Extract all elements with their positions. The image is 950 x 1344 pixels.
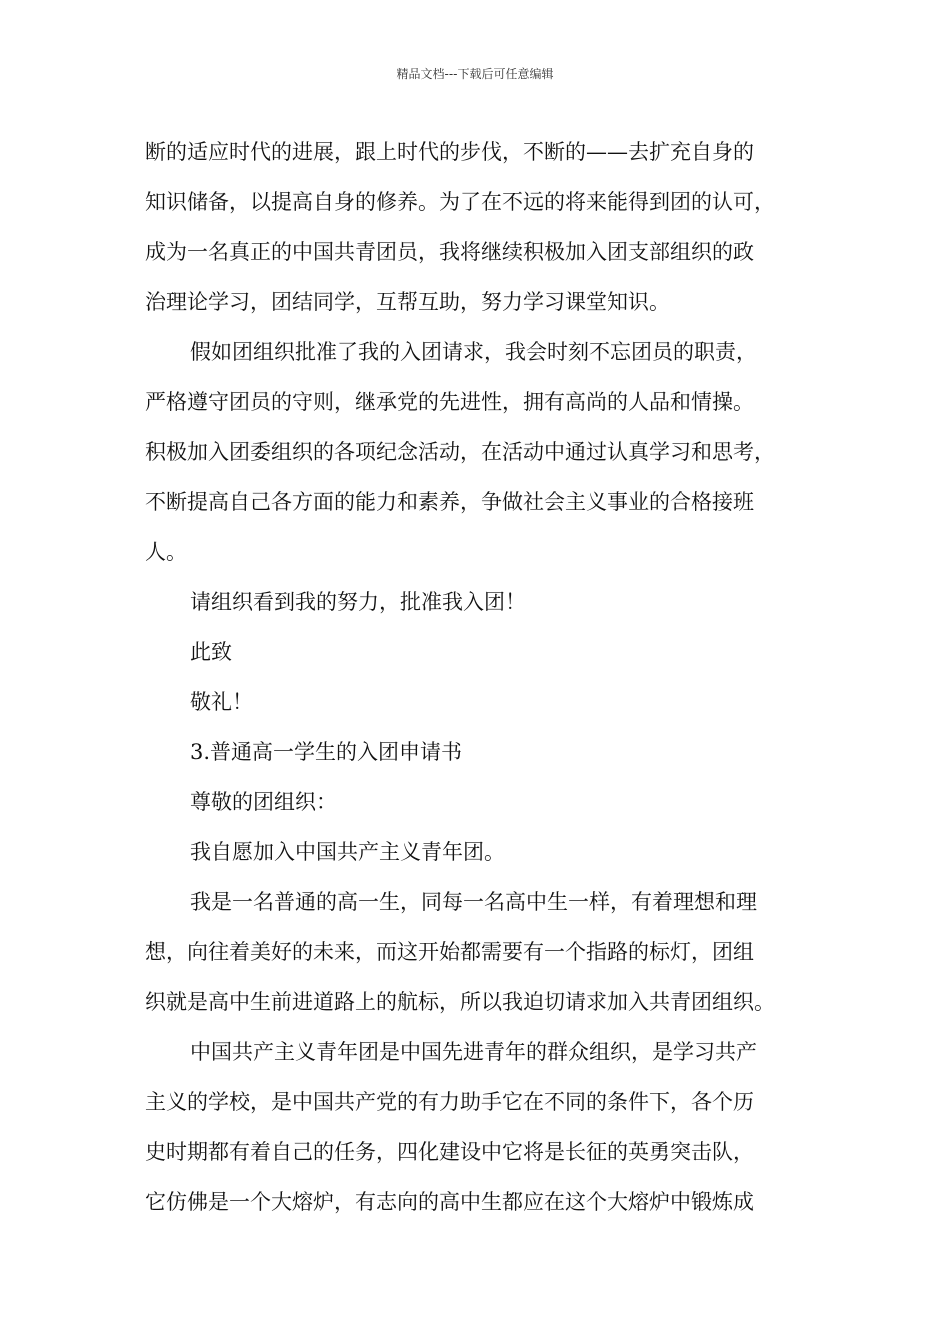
salutation: 尊敬的团组织： (190, 790, 337, 814)
text-line: 史时期都有着自己的任务，四化建设中它将是长征的英勇突击队， (145, 1140, 754, 1164)
text-line: 敬礼！ (190, 690, 253, 714)
text-line: 主义的学校，是中国共产党的有力助手它在不同的条件下，各个历 (145, 1090, 754, 1114)
text-line: 此致 (190, 640, 232, 664)
text-line: 中国共产主义青年团是中国先进青年的群众组织，是学习共产 (190, 1040, 757, 1064)
document-body (145, 127, 825, 1227)
text-line: 成为一名真正的中国共青团员，我将继续积极加入团支部组织的政 (145, 240, 754, 264)
text-line: 知识储备，以提高自身的修养。为了在不远的将来能得到团的认可， (145, 190, 775, 214)
text-line: 治理论学习，团结同学，互帮互助，努力学习课堂知识。 (145, 290, 670, 314)
text-line: 想，向往着美好的未来，而这开始都需要有一个指路的标灯，团组 (145, 940, 754, 964)
text-line: 不断提高自己各方面的能力和素养，争做社会主义事业的合格接班 (145, 490, 754, 514)
text-line: 我自愿加入中国共产主义青年团。 (190, 840, 505, 864)
text-line: 请组织看到我的努力，批准我入团！ (190, 590, 526, 614)
text-line: 断的适应时代的进展，跟上时代的步伐，不断的——去扩充自身的 (145, 140, 754, 164)
text-line: 织就是高中生前进道路上的航标，所以我迫切请求加入共青团组织。 (145, 990, 775, 1014)
section-heading: 3.普通高一学生的入团申请书 (190, 740, 463, 764)
text-line: 假如团组织批准了我的入团请求，我会时刻不忘团员的职责， (190, 340, 757, 364)
text-line: 它仿佛是一个大熔炉，有志向的高中生都应在这个大熔炉中锻炼成 (145, 1190, 754, 1214)
text-line: 严格遵守团员的守则，继承党的先进性，拥有高尚的人品和情操。 (145, 390, 754, 414)
text-line: 人。 (145, 540, 187, 564)
page-header: 精品文档---下载后可任意编辑 (396, 67, 554, 81)
text-line: 我是一名普通的高一生，同每一名高中生一样，有着理想和理 (190, 890, 757, 914)
text-line: 积极加入团委组织的各项纪念活动，在活动中通过认真学习和思考， (145, 440, 775, 464)
